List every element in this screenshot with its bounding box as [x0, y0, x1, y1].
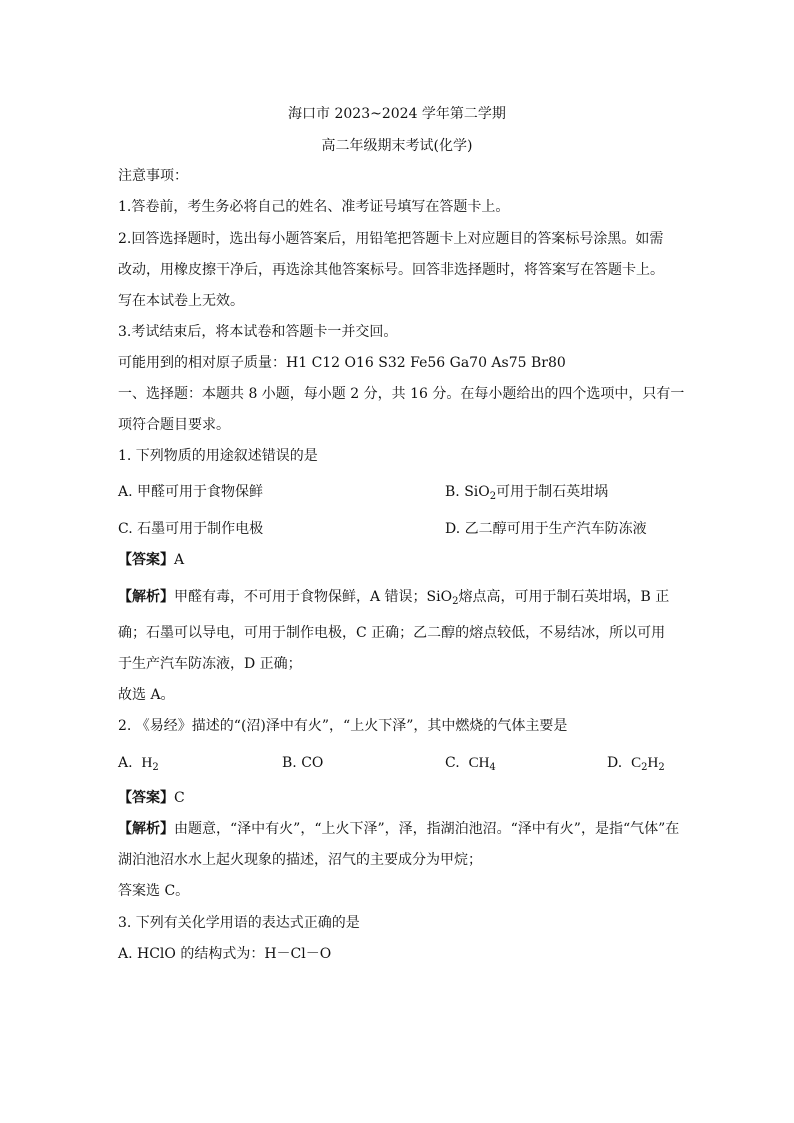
q2-option-a: A. $H_2$	[118, 755, 159, 773]
q1-analysis-line-3: 于生产汽车防冻液，D 正确；	[118, 656, 302, 672]
section-1-line-2: 项符合题目要求。	[118, 417, 230, 433]
section-1-line-1: 一、选择题：本题共 8 小题，每小题 2 分，共 16 分。在每小题给出的四个选项中，只有一	[118, 386, 685, 402]
note-item-2-line-2: 改动，用橡皮擦干净后，再选涂其他答案标号。回答非选择题时，将答案写在答题卡上。	[118, 262, 664, 278]
note-item-2-line-1: 2.回答选择题时，选出每小题答案后，用铅笔把答题卡上对应题目的答案标号涂黑。如需	[118, 231, 664, 247]
analysis-label: 【解析】	[118, 589, 174, 605]
answer-label: 【答案】	[118, 552, 174, 568]
q2-option-d: D. $C_2H_2$	[607, 755, 665, 773]
notes-heading: 注意事项：	[118, 168, 188, 184]
q1-answer: 【答案】A	[118, 552, 185, 568]
note-item-2-line-3: 写在本试卷上无效。	[118, 293, 244, 309]
exam-subtitle: 高二年级期末考试(化学)	[321, 138, 473, 154]
q2-analysis-line-2: 湖泊池沼水水上起火现象的描述，沼气的主要成分为甲烷；	[118, 852, 482, 868]
q1-conclusion: 故选 A。	[118, 687, 175, 703]
q2-stem: 2. 《易经》描述的“(沼)泽中有火”，“上火下泽”，其中燃烧的气体主要是	[118, 718, 568, 734]
q1-analysis-line-2: 确；石墨可以导电，可用于制作电极，C 正确；乙二醇的熔点较低，不易结冰，所以可用	[118, 625, 666, 641]
answer-label: 【答案】	[118, 790, 174, 806]
q1-option-a: A. 甲醛可用于食物保鲜	[118, 484, 264, 500]
q1-stem: 1. 下列物质的用途叙述错误的是	[118, 448, 318, 464]
atomic-masses: 可能用到的相对原子质量：H1 C12 O16 S32 Fe56 Ga70 As75 Br80	[118, 355, 566, 371]
q1-analysis-line-1: 【解析】甲醛有毒，不可用于食物保鲜，A 错误；SiO$_2$熔点高，可用于制石英坩埚，B 正	[118, 589, 670, 607]
q2-analysis-line-1: 【解析】由题意，“泽中有火”，“上火下泽”，泽，指湖泊池沼。“泽中有火”，是指“气体”在	[118, 821, 680, 837]
analysis-label: 【解析】	[118, 821, 174, 837]
q2-option-c: C. $CH_4$	[445, 755, 496, 773]
q1-option-d: D. 乙二醇可用于生产汽车防冻液	[445, 521, 647, 537]
q2-option-b: B. CO	[282, 755, 324, 771]
exam-title: 海口市 2023~2024 学年第二学期	[288, 106, 506, 122]
note-item-1: 1.答卷前，考生务必将自己的姓名、准考证号填写在答题卡上。	[118, 199, 510, 215]
note-item-3: 3.考试结束后，将本试卷和答题卡一并交回。	[118, 324, 398, 340]
q3-option-a: A. HClO 的结构式为：H－Cl－O	[118, 946, 332, 962]
q2-conclusion: 答案选 C。	[118, 883, 190, 899]
q1-option-c: C. 石墨可用于制作电极	[118, 521, 264, 537]
q3-stem: 3. 下列有关化学用语的表达式正确的是	[118, 915, 360, 931]
q1-option-b: B. SiO$_2$可用于制石英坩埚	[445, 484, 609, 502]
q2-answer: 【答案】C	[118, 790, 185, 806]
